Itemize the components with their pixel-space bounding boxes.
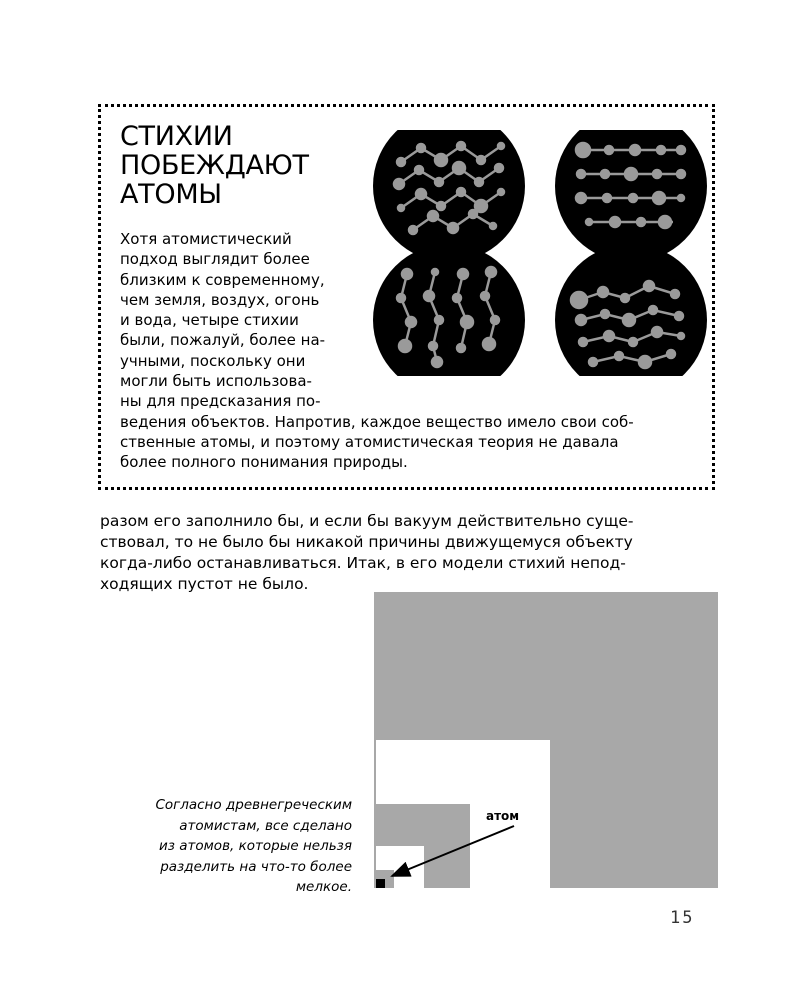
atom-label: атом [486, 809, 520, 823]
caption-line: Согласно древнегреческим [155, 797, 352, 813]
text-line: ны для предсказания по- [120, 392, 321, 411]
nested-squares-figure [374, 592, 719, 892]
caption-line: из атомов, которые нельзя [158, 838, 352, 854]
page-number: 15 [670, 908, 695, 928]
text-line: когда-либо останавливаться. Итак, в его модели стихий непод- [100, 554, 626, 572]
text-line: чем земля, воздух, огонь [120, 290, 320, 309]
text-line: и вода, четыре стихии [120, 311, 299, 330]
body-paragraph [100, 511, 678, 595]
text-line: подход выглядит более [120, 250, 310, 269]
title-line: АТОМЫ [120, 179, 222, 210]
text-line: ственные атомы, и поэтому атомистическая теория не давала [120, 432, 619, 451]
text-line: ствовал, то не было бы никакой причины движущемуся объекту [100, 533, 633, 551]
text-line: более полного понимания природы. [120, 453, 408, 472]
text-line: были, пожалуй, более на- [120, 331, 326, 350]
text-line: близким к современному, [120, 270, 325, 289]
caption-line: мелкое. [295, 879, 352, 895]
text-line: разом его заполнило бы, и если бы вакуум действительно суще- [100, 512, 634, 530]
title-line: СТИХИИ [120, 121, 233, 152]
caption-line: разделить на что-то более [160, 858, 352, 875]
sidebar-title [120, 122, 309, 209]
text-line: Хотя атомистический [120, 230, 292, 248]
atom-square [376, 879, 385, 888]
text-line: учными, поскольку они [120, 351, 306, 370]
sidebar-text [120, 229, 700, 473]
text-line: могли быть использова- [120, 372, 312, 391]
figure-caption [110, 795, 352, 898]
title-line: ПОБЕЖДАЮТ [120, 150, 309, 181]
text-line: ведения объектов. Напротив, каждое вещество имело свои соб- [120, 412, 634, 431]
caption-line: атомистам, все сделано [179, 817, 352, 834]
text-line: ходящих пустот не было. [100, 575, 309, 593]
